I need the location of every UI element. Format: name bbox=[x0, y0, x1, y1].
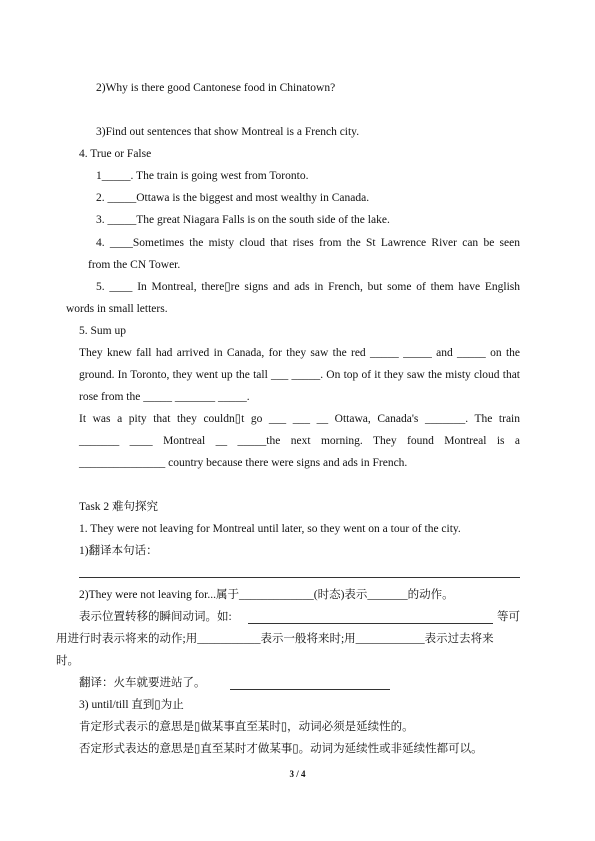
until-positive: 肯定形式表示的意思是▯做某事直至某时▯，动词必须是延续性的。 bbox=[79, 721, 414, 733]
sum-up-line-4: It was a pity that they couldn▯t go ___ ___ __ Ottawa, Canada's _______. The train bbox=[79, 413, 520, 425]
page-number: 3 / 4 bbox=[289, 769, 306, 779]
sum-up-line-5: _______ ____ Montreal __ _____the next morning. They found Montreal is a bbox=[79, 435, 520, 447]
tf-item-1: 1_____. The train is going west from Toronto. bbox=[96, 170, 309, 182]
tf-item-5-cont: words in small letters. bbox=[66, 303, 168, 315]
tf-item-2: 2. _____Ottawa is the biggest and most wealthy in Canada. bbox=[96, 192, 370, 204]
tf-item-4-cont: from the CN Tower. bbox=[88, 259, 181, 271]
tense-question: 2)They were not leaving for...属于_____________(时态)表示_______的动作。 bbox=[79, 589, 454, 601]
explain-line-1-end: 等可 bbox=[497, 611, 520, 623]
task2-sentence: 1. They were not leaving for Montreal until later, so they went on a tour of the city. bbox=[79, 523, 461, 535]
sum-up-heading: 5. Sum up bbox=[79, 325, 126, 337]
until-negative: 否定形式表达的意思是▯直至某时才做某事▯。动词为延续性或非延续性都可以。 bbox=[79, 743, 483, 755]
explain-line-3: 时。 bbox=[56, 655, 79, 667]
translate-2-label: 翻译：火车就要进站了。 bbox=[79, 677, 206, 689]
until-heading: 3) until/till 直到▯为止 bbox=[79, 699, 184, 711]
translate-2-blank bbox=[230, 689, 390, 690]
example-blank bbox=[248, 623, 493, 624]
explain-line-1-start: 表示位置转移的瞬间动词。如: bbox=[79, 611, 232, 623]
task2-heading: Task 2 难句探究 bbox=[79, 501, 159, 513]
explain-line-2: 用进行时表示将来的动作;用___________表示一般将来时;用____________表示过去将来 bbox=[56, 633, 494, 645]
tf-item-3: 3. _____The great Niagara Falls is on the south side of the lake. bbox=[96, 214, 390, 226]
translate-label: 1)翻译本句话： bbox=[79, 545, 158, 557]
tf-item-4: 4. ____Sometimes the misty cloud that rises from the St Lawrence River can be seen bbox=[96, 237, 520, 249]
tf-item-5: 5. ____ In Montreal, there▯re signs and ads in French, but some of them have English bbox=[96, 281, 520, 293]
true-false-heading: 4. True or False bbox=[79, 148, 152, 160]
sum-up-line-1: They knew fall had arrived in Canada, for they saw the red _____ _____ and _____ on the bbox=[79, 347, 520, 359]
answer-line bbox=[79, 577, 520, 578]
sum-up-line-3: rose from the _____ _______ _____. bbox=[79, 391, 250, 403]
question-2: 2)Why is there good Cantonese food in Chinatown? bbox=[96, 82, 336, 94]
question-3: 3)Find out sentences that show Montreal is a French city. bbox=[96, 126, 360, 138]
sum-up-line-2: ground. In Toronto, they went up the tall ___ _____. On top of it they saw the misty cloud that bbox=[79, 369, 520, 381]
sum-up-line-6: _______________ country because there were signs and ads in French. bbox=[79, 457, 408, 469]
